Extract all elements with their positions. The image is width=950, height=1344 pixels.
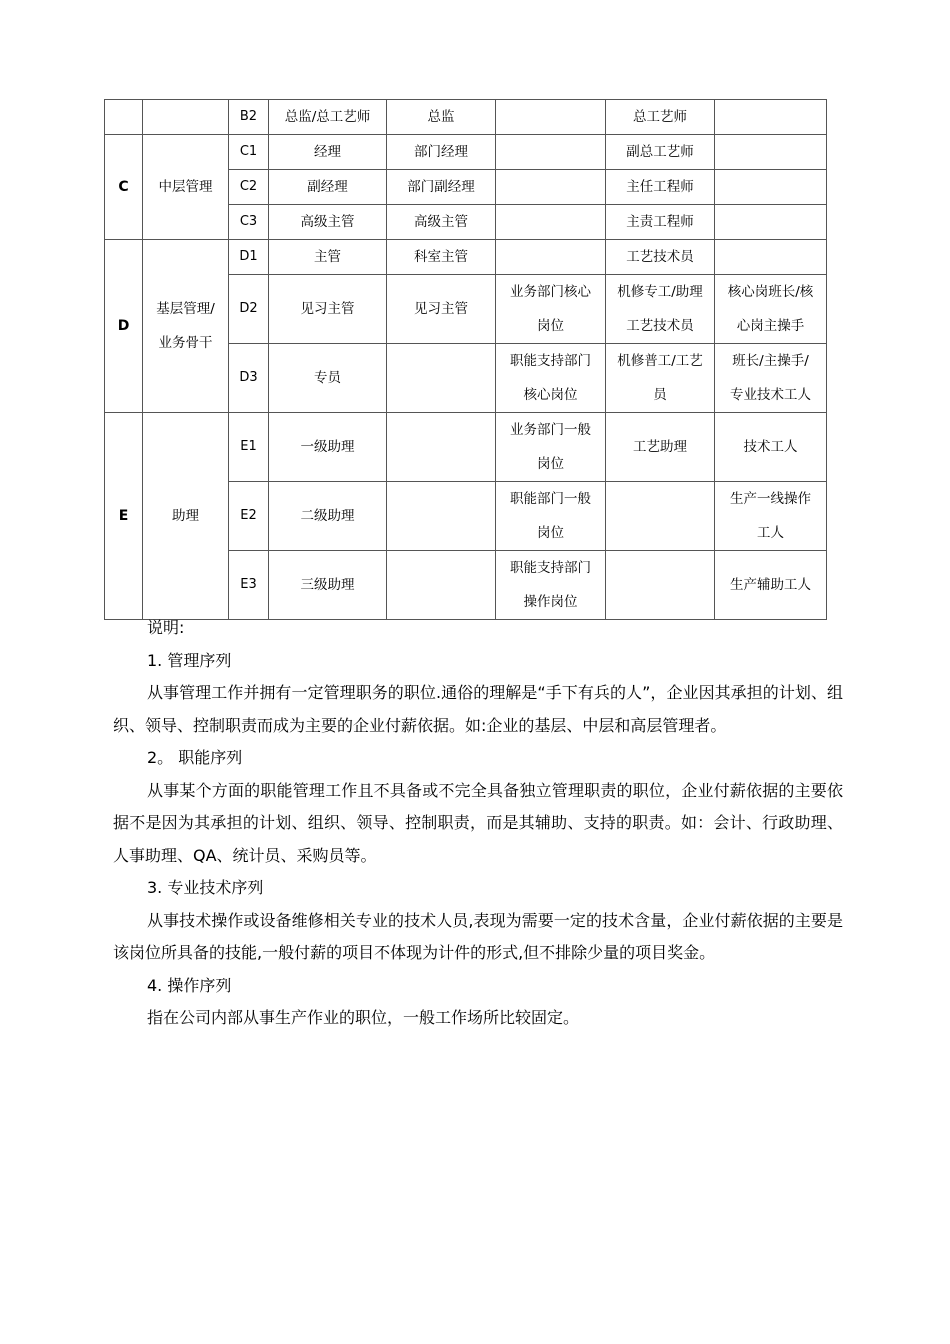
notes-item-title: 2。 职能序列: [147, 748, 243, 767]
title-cell: 经理: [269, 135, 387, 170]
cell-line: 岗位: [537, 318, 564, 334]
tech-cell: 工艺助理: [606, 413, 715, 482]
cell-line: 班长/主操手/: [732, 353, 809, 369]
tech-cell: [606, 275, 715, 344]
cell-line: 心岗主操手: [736, 318, 805, 334]
cell-line: 岗位: [537, 456, 564, 472]
title-cell: 二级助理: [269, 482, 387, 551]
function-cell: [496, 205, 606, 240]
level-cell: [105, 100, 143, 135]
cell-line: 工艺技术员: [626, 318, 694, 334]
cell-line: 操作岗位: [523, 594, 578, 610]
level-cell: D: [105, 240, 143, 413]
cell-line: 核心岗班长/核: [727, 284, 814, 300]
operation-cell: [715, 344, 827, 413]
function-cell: [496, 240, 606, 275]
level-name-line: 基层管理/: [156, 301, 215, 317]
function-cell: [496, 344, 606, 413]
grade-code: D1: [229, 240, 269, 275]
cell-line: 生产一线操作: [730, 491, 811, 507]
function-cell: [496, 135, 606, 170]
mgmt-cell: 总监: [387, 100, 496, 135]
table-row: [105, 413, 827, 482]
cell-line: 业务部门一般: [510, 422, 591, 438]
notes-item-body: 指在公司内部从事生产作业的职位，一般工作场所比较固定。: [147, 1008, 580, 1027]
operation-cell: [715, 275, 827, 344]
operation-cell: [715, 205, 827, 240]
function-cell: [496, 551, 606, 620]
grade-code: C3: [229, 205, 269, 240]
notes-item-title: 4. 操作序列: [147, 975, 232, 995]
table-row: [105, 240, 827, 275]
operation-cell: [715, 170, 827, 205]
title-cell: 总监/总工艺师: [269, 100, 387, 135]
tech-cell: 工艺技术员: [606, 240, 715, 275]
title-cell: 三级助理: [269, 551, 387, 620]
mgmt-cell: [387, 551, 496, 620]
title-cell: 专员: [269, 344, 387, 413]
function-cell: [496, 170, 606, 205]
level-cell: E: [105, 413, 143, 620]
mgmt-cell: [387, 482, 496, 551]
mgmt-cell: [387, 413, 496, 482]
level-name-cell: [143, 240, 229, 413]
table-row: [105, 100, 827, 135]
mgmt-cell: [387, 344, 496, 413]
tech-cell: 主任工程师: [606, 170, 715, 205]
operation-cell: 生产辅助工人: [715, 551, 827, 620]
title-cell: 高级主管: [269, 205, 387, 240]
cell-line: 业务部门核心: [510, 284, 591, 300]
grade-code: E1: [229, 413, 269, 482]
operation-cell: [715, 100, 827, 135]
grade-code: C2: [229, 170, 269, 205]
mgmt-cell: 科室主管: [387, 240, 496, 275]
function-cell: [496, 275, 606, 344]
operation-cell: [715, 135, 827, 170]
tech-cell: 主责工程师: [606, 205, 715, 240]
level-name-cell: 中层管理: [143, 135, 229, 240]
notes-item-title: 3. 专业技术序列: [147, 878, 264, 897]
operation-cell: [715, 240, 827, 275]
table-row: [105, 135, 827, 170]
notes-item-body: 从事某个方面的职能管理工作且不具备或不完全具备独立管理职责的职位，企业付薪依据的主要依据不是因为其承担的计划、组织、领导、控制职责，而是其辅助、支持的职责。如：会计、行政助理、人事助理、QA、统计员、采购员等。: [113, 780, 843, 865]
tech-cell: [606, 482, 715, 551]
function-cell: [496, 482, 606, 551]
cell-line: 核心岗位: [523, 387, 578, 403]
grade-code: E3: [229, 551, 269, 620]
title-cell: 主管: [269, 240, 387, 275]
cell-line: 员: [653, 387, 667, 403]
cell-line: 机修普工/工艺: [617, 353, 703, 369]
job-grade-table: [104, 99, 827, 620]
title-cell: 副经理: [269, 170, 387, 205]
operation-cell: 技术工人: [715, 413, 827, 482]
grade-code: E2: [229, 482, 269, 551]
grade-code: D3: [229, 344, 269, 413]
title-cell: 见习主管: [269, 275, 387, 344]
level-cell: C: [105, 135, 143, 240]
notes-heading: 说明:: [147, 618, 185, 637]
cell-line: 岗位: [537, 525, 564, 541]
mgmt-cell: 见习主管: [387, 275, 496, 344]
tech-cell: 副总工艺师: [606, 135, 715, 170]
level-name-cell: [143, 100, 229, 135]
level-name-line: 业务骨干: [158, 335, 213, 351]
function-cell: [496, 100, 606, 135]
grade-code: B2: [229, 100, 269, 135]
notes-section: [113, 612, 843, 1035]
notes-item-title: 1. 管理序列: [147, 650, 232, 670]
tech-cell: [606, 551, 715, 620]
operation-cell: [715, 482, 827, 551]
grade-code: C1: [229, 135, 269, 170]
mgmt-cell: 部门经理: [387, 135, 496, 170]
tech-cell: [606, 344, 715, 413]
function-cell: [496, 413, 606, 482]
mgmt-cell: 高级主管: [387, 205, 496, 240]
grade-code: D2: [229, 275, 269, 344]
cell-line: 工人: [757, 525, 784, 541]
cell-line: 职能部门一般: [510, 491, 591, 507]
tech-cell: 总工艺师: [606, 100, 715, 135]
notes-item-body: 从事管理工作并拥有一定管理职务的职位.通俗的理解是“手下有兵的人”，企业因其承担的计划、组织、领导、控制职责而成为主要的企业付薪依据。如:企业的基层、中层和高层管理者。: [113, 683, 843, 735]
cell-line: 职能支持部门: [510, 353, 591, 369]
cell-line: 专业技术工人: [730, 387, 811, 403]
cell-line: 机修专工/助理: [617, 284, 703, 300]
level-name-cell: 助理: [143, 413, 229, 620]
cell-line: 职能支持部门: [510, 560, 591, 576]
notes-item-body: 从事技术操作或设备维修相关专业的技术人员,表现为需要一定的技术含量，企业付薪依据的主要是该岗位所具备的技能,一般付薪的项目不体现为计件的形式,但不排除少量的项目奖金。: [113, 910, 843, 962]
mgmt-cell: 部门副经理: [387, 170, 496, 205]
title-cell: 一级助理: [269, 413, 387, 482]
